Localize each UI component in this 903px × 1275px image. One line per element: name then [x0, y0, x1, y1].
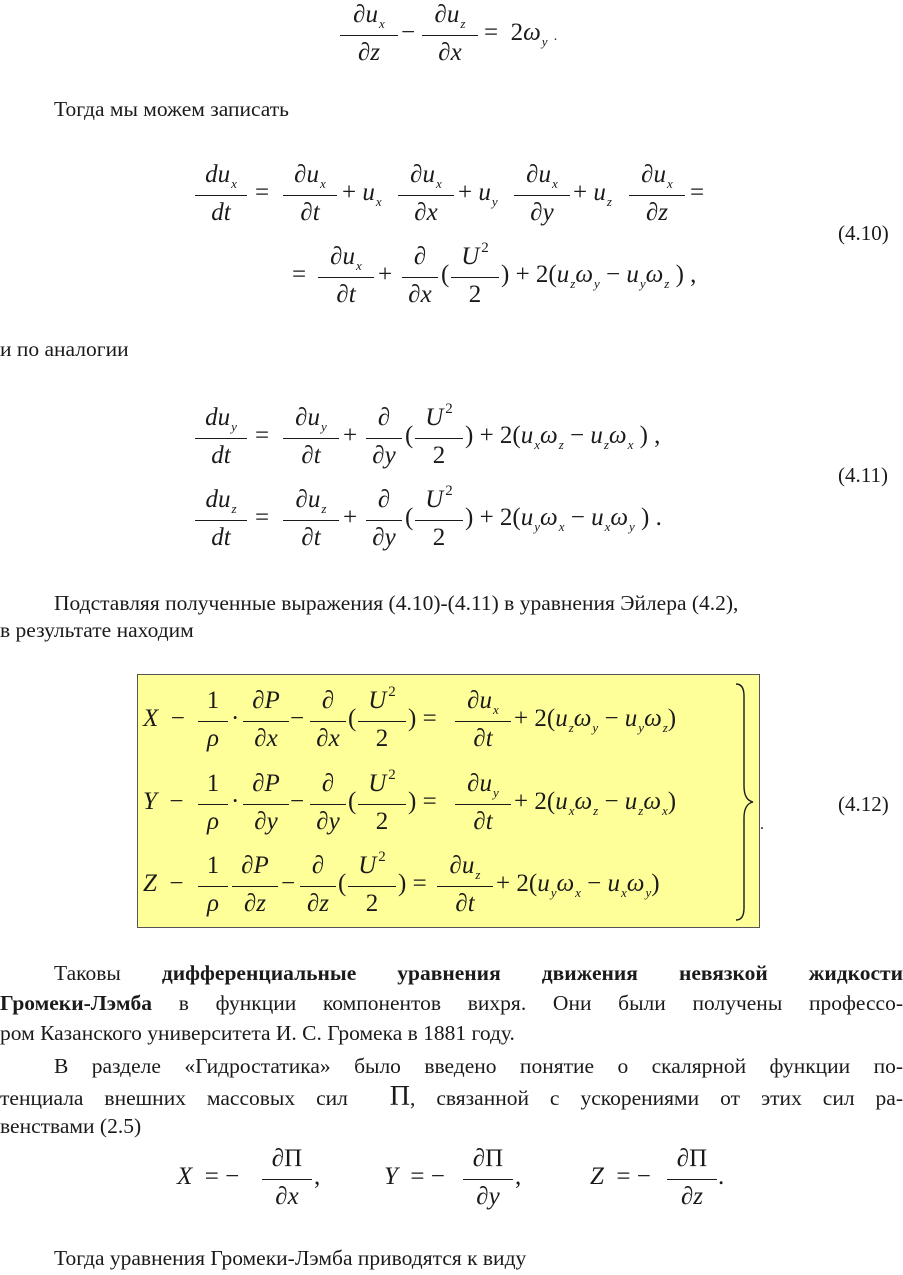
paragraph-line: ром Казанского университета И. С. Громека в 1881 году. — [0, 1021, 515, 1045]
paragraph: и по аналогии — [0, 337, 129, 361]
paragraph-line: В разделе «Гидростатика» было введено понятие о скалярной функции по- — [54, 1054, 903, 1078]
document-page: $\partial u_x$ ∂z − $\partial u_z$ ∂x = $2\omega_y$ . Тогда мы можем записать $du_x$ dt = $\partial u_x$ ∂t + $u_x$ $\partial u_x$ ∂x + $u_y$ $\partial u_x$ ∂y + $u_z$ $\partial u_x$ ∂z = = $\partial u_x$ ∂t + ∂ ∂x ( U $^2$ 2 ) + $2(u_z\omega_y - u_y\omega_z$ ) , (4.10) и по аналогии $du_y$ dt = $\partial u_y$ ∂t + ∂ ∂y ( U $^2$ 2 ) + $2(u_x\omega_z - u_z\omega_x$ ) , $du_z$ dt = $\partial u_z$ ∂t + ∂ ∂y ( U $^2$ 2 ) + $2(u_y\omega_x - u_x\omega_y$ ) . (4.11) Подставляя полученные выражения (4.10)-(4.11) в уравнения Эйлера (4.2), в результате находим X − 1 ρ · ∂P ∂x − ∂ ∂x ( U $^2$ 2 ) = $\partial u_x$ ∂t + $2(u_z\omega_y - u_y\omega_z)$ Y − 1 ρ · ∂P ∂y − ∂ ∂y ( U $^2$ 2 ) = $\partial u_y$ ∂t + $2(u_x\omega_z - u_z\omega_x)$ Z − 1 ρ ∂P ∂z − ∂ ∂z ( U $^2$ 2 ) = $\partial u_z$ ∂t + $2(u_y\omega_x - u_x\omega_y)$ . (4.12) Таковы дифференциальные уравнения движения невязкой жидкости Громеки-Лэмба в функции компонентов вихря. Они были получены профессо- ром Казанского университета И. С. Громека в 1881 году. В разделе «Гидростатика» было введено понятие о скалярной функции по- тенциала внешних массовых сил Π, связанной с ускорениями от этих сил ра- венствами (2.5) X = − ∂Π ∂x , Y = − ∂Π ∂y , Z = − ∂Π ∂z . Тогда уравнения Громеки-Лэмба приводятся к виду — [0, 1, 903, 1270]
paragraph-line: в результате находим — [0, 618, 194, 642]
equation-number: (4.11) — [838, 463, 888, 487]
right-brace — [732, 682, 758, 922]
paragraph-line: венствами (2.5) — [0, 1114, 142, 1138]
equation-number: (4.10) — [838, 221, 889, 245]
paragraph-line: тенциала внешних массовых сил Π, связанной с ускорениями от этих сил ра- — [0, 1081, 903, 1112]
paragraph-line: Громеки-Лэмба в функции компонентов вихря. Они были получены профессо- — [0, 991, 903, 1015]
paragraph-line: Подставляя полученные выражения (4.10)-(4.11) в уравнения Эйлера (4.2), — [54, 591, 739, 615]
equation-number: (4.12) — [838, 792, 889, 816]
paragraph: Тогда мы можем записать — [54, 97, 289, 121]
paragraph-line: Таковы дифференциальные уравнения движения невязкой жидкости — [54, 961, 903, 985]
paragraph: Тогда уравнения Громеки-Лэмба приводятся к виду — [54, 1246, 527, 1270]
